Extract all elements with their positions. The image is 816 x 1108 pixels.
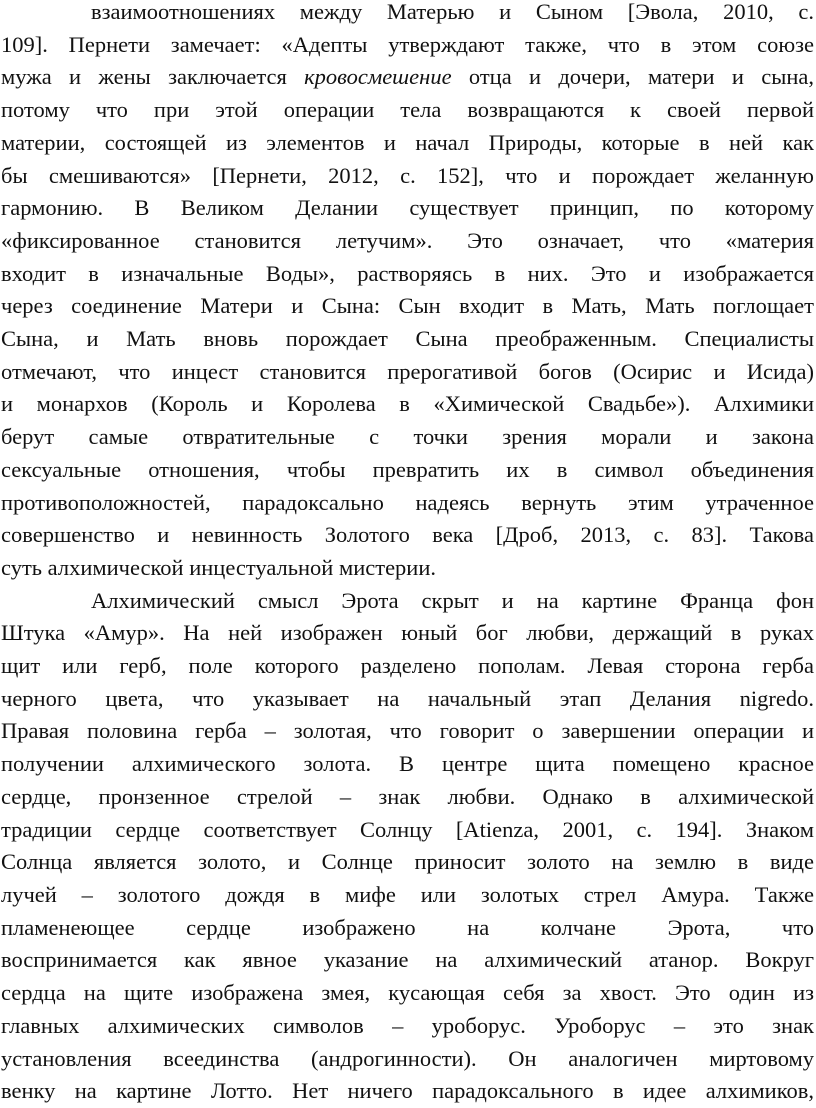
paragraph-2: [1, 585, 814, 1108]
text-fragment: отца и дочери, матери и сына,: [451, 64, 814, 90]
text-line: щит или герб, поле которого разделено пополам. Левая сторона герба: [1, 653, 814, 679]
text-line: [1, 61, 814, 94]
text-line: материи, состоящей из элементов и начал Природы, которые в ней как: [1, 129, 814, 155]
text-line: совершенство и невинность Золотого века [Дроб, 2013, с. 83]. Такова: [1, 522, 814, 548]
text-fragment: мужа и жены заключается: [1, 64, 305, 90]
text-line: 109]. Пернети замечает: «Адепты утверждают также, что в этом союзе: [1, 31, 814, 57]
text-line: бы смешиваются» [Пернети, 2012, с. 152], что и порождает желанную: [1, 162, 814, 188]
text-line: и монархов (Король и Королева в «Химической Свадьбе»). Алхимики: [1, 391, 814, 417]
text-line: сердце, пронзенное стрелой – знак любви. Однако в алхимической: [1, 783, 814, 809]
text-line: установления всеединства (андрогинности). Он аналогичен миртовому: [1, 1045, 814, 1071]
text-line: сексуальные отношения, чтобы превратить их в символ объединения: [1, 456, 814, 482]
text-line: Солнца является золото, и Солнце приносит золото на землю в виде: [1, 849, 814, 875]
text-line: пламенеющее сердце изображено на колчане Эрота, что: [1, 914, 814, 940]
text-line: получении алхимического золота. В центре щита помещено красное: [1, 751, 814, 777]
text-line: суть алхимической инцестуальной мистерии.: [1, 554, 437, 580]
text-line: Правая половина герба – золотая, что говорит о завершении операции и: [1, 718, 814, 744]
text-line: главных алхимических символов – уроборус. Уроборус – это знак: [1, 1012, 814, 1038]
text-line: воспринимается как явное указание на алхимический атанор. Вокруг: [1, 947, 814, 973]
text-line: Штука «Амур». На ней изображен юный бог любви, держащий в руках: [1, 620, 814, 646]
text-line: взаимоотношениях между Матерью и Сыном [Эвола, 2010, с.: [91, 0, 814, 24]
text-line: Алхимический смысл Эрота скрыт и на картине Франца фон: [91, 587, 814, 613]
text-line: Сына, и Мать вновь порождает Сына преображенным. Специалисты: [1, 326, 814, 352]
text-line: черного цвета, что указывает на начальный этап Делания nigredo.: [1, 685, 814, 711]
text-line: противоположностей, парадоксально надеясь вернуть этим утраченное: [1, 489, 814, 515]
text-line: традиции сердце соответствует Солнцу [Atienza, 2001, с. 194]. Знаком: [1, 816, 814, 842]
text-line: лучей – золотого дождя в мифе или золотых стрел Амура. Также: [1, 881, 814, 907]
text-line: отмечают, что инцест становится прерогативой богов (Осирис и Исида): [1, 358, 814, 384]
text-line: «фиксированное становится летучим». Это означает, что «материя: [1, 227, 814, 253]
text-line: входит в изначальные Воды», растворяясь в них. Это и изображается: [1, 260, 814, 286]
paragraph-1: [1, 0, 814, 585]
text-line: через соединение Матери и Сына: Сын входит в Мать, Мать поглощает: [1, 293, 814, 319]
text-line: потому что при этой операции тела возвращаются к своей первой: [1, 97, 814, 123]
text-line: сердца на щите изображена змея, кусающая себя за хвост. Это один из: [1, 980, 814, 1006]
text-line: берут самые отвратительные с точки зрения морали и закона: [1, 424, 814, 450]
text-line: гармонию. В Великом Делании существует принцип, по которому: [1, 195, 814, 221]
text-line: венку на картине Лотто. Нет ничего парадоксального в идее алхимиков,: [1, 1078, 814, 1104]
italic-term: кровосмешение: [304, 64, 452, 90]
